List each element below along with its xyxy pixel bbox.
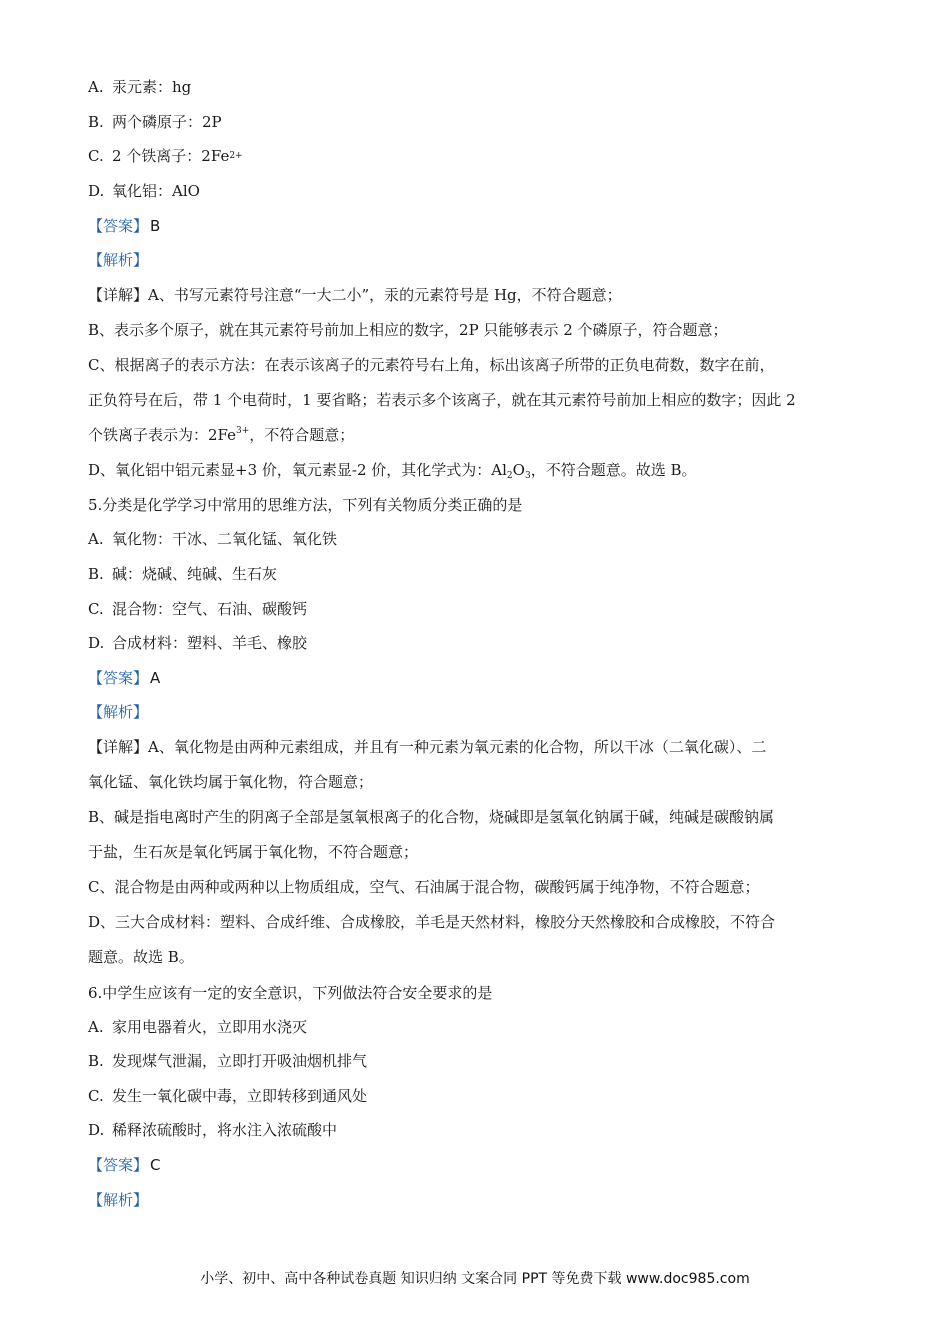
option-key: C. bbox=[88, 147, 104, 166]
option-text: 两个磷原子：2P bbox=[112, 112, 222, 131]
answer-tag: 【答案】 bbox=[88, 216, 149, 235]
q4-detail-a bbox=[88, 278, 868, 313]
q4-detail-c3 bbox=[88, 418, 868, 453]
q4-detail bbox=[88, 278, 868, 488]
subscript: 3 bbox=[524, 470, 531, 481]
q5-detail-b1: B、碱是指电离时产生的阴离子全部是氢氧根离子的化合物，烧碱即是氢氧化钠属于碱，纯碱是碳酸钠属 bbox=[88, 807, 775, 826]
q6-question: 6.中学生应该有一定的安全意识，下列做法符合安全要求的是 bbox=[88, 983, 493, 1002]
answer-value: C bbox=[150, 1155, 161, 1174]
option-text: 合成材料：塑料、羊毛、橡胶 bbox=[112, 634, 308, 653]
detail-text: 个铁离子表示为：2Fe bbox=[88, 425, 237, 444]
q4-detail-c1: C、根据离子的表示方法：在表示该离子的元素符号右上角，标出该离子所带的正负电荷数，数字在前， bbox=[88, 355, 775, 374]
option-key: D. bbox=[88, 182, 105, 201]
q4-analysis-tag bbox=[88, 243, 868, 278]
ion-charge: 3+ bbox=[236, 425, 250, 436]
q4-option-c: C. 2 个铁离子：2Fe 2+ bbox=[88, 147, 243, 166]
option-text: 氧化铝：AlO bbox=[112, 182, 200, 201]
subscript: 2 bbox=[506, 470, 513, 481]
q5-detail-b2: 于盐，生石灰是氧化钙属于氧化物，不符合题意； bbox=[88, 842, 419, 861]
option-text: 氧化物：干冰、二氧化锰、氧化铁 bbox=[112, 530, 338, 549]
q5-detail-a2: 氧化锰、氧化铁均属于氧化物，符合题意； bbox=[88, 772, 374, 791]
q6-option-b bbox=[88, 1044, 868, 1079]
option-text: 碱：烧碱、纯碱、生石灰 bbox=[112, 565, 278, 584]
document-page bbox=[88, 70, 868, 1217]
option-key: B. bbox=[88, 112, 104, 131]
answer-tag: 【答案】 bbox=[88, 1155, 149, 1174]
q6-option-a bbox=[88, 1009, 868, 1044]
detail-text: ，不符合题意。故选 B。 bbox=[530, 460, 697, 479]
detail-text: A、书写元素符号注意“一大二小”，汞的元素符号是 Hg，不符合题意； bbox=[148, 285, 622, 304]
q6-option-c bbox=[88, 1079, 868, 1114]
option-key: C. bbox=[88, 1086, 104, 1105]
analysis-tag: 【解析】 bbox=[88, 703, 149, 722]
option-key: D. bbox=[88, 1121, 105, 1140]
option-text: 2 个铁离子：2Fe bbox=[112, 147, 230, 166]
q5-detail-c: C、混合物是由两种或两种以上物质组成，空气、石油属于混合物，碳酸钙属于纯净物，不符合题意； bbox=[88, 877, 760, 896]
q5-option-a bbox=[88, 522, 868, 557]
q5-analysis-tag bbox=[88, 695, 868, 730]
q6-analysis-tag bbox=[88, 1182, 868, 1217]
analysis-tag: 【解析】 bbox=[88, 251, 149, 270]
q6-answer bbox=[88, 1148, 868, 1183]
q5-option-c bbox=[88, 591, 868, 626]
q4-detail-c2: 正负符号在后，带 1 个电荷时，1 要省略；若表示多个该离子，就在其元素符号前加上相应的数字；因此 2 bbox=[88, 390, 796, 409]
option-text: 稀释浓硫酸时，将水注入浓硫酸中 bbox=[112, 1121, 338, 1140]
q4-option-a bbox=[88, 70, 868, 105]
option-text: 混合物：空气、石油、碳酸钙 bbox=[112, 599, 308, 618]
answer-value: B bbox=[150, 216, 161, 235]
q5-question: 5.分类是化学学习中常用的思维方法，下列有关物质分类正确的是 bbox=[88, 496, 523, 515]
option-key: A. bbox=[88, 530, 104, 549]
answer-value: A bbox=[150, 668, 161, 687]
detail-tag: 【详解】 bbox=[88, 737, 149, 756]
q4-option-d bbox=[88, 174, 868, 209]
q5-option-b bbox=[88, 557, 868, 592]
q5-detail bbox=[88, 730, 868, 975]
detail-text: D、氧化铝中铝元素显+3 价，氧元素显-2 价，其化学式为：Al bbox=[88, 460, 507, 479]
analysis-tag: 【解析】 bbox=[88, 1190, 149, 1209]
option-key: C. bbox=[88, 599, 104, 618]
option-text: 发生一氧化碳中毒，立即转移到通风处 bbox=[112, 1086, 368, 1105]
q5-option-d bbox=[88, 626, 868, 661]
q4-answer bbox=[88, 208, 868, 243]
q5-detail-d2: 题意。故选 B。 bbox=[88, 947, 194, 966]
detail-tag: 【详解】 bbox=[88, 285, 149, 304]
option-text: 家用电器着火，立即用水浇灭 bbox=[112, 1017, 308, 1036]
q5-detail-a1 bbox=[88, 730, 868, 765]
q4-detail-d bbox=[88, 453, 868, 488]
q5-answer bbox=[88, 661, 868, 696]
detail-text: O bbox=[512, 460, 525, 479]
option-key: A. bbox=[88, 1017, 104, 1036]
option-key: D. bbox=[88, 634, 105, 653]
q6-option-d bbox=[88, 1113, 868, 1148]
option-key: B. bbox=[88, 565, 104, 584]
q4-detail-b: B、表示多个原子，就在其元素符号前加上相应的数字，2P 只能够表示 2 个磷原子，符合题意； bbox=[88, 320, 728, 339]
option-key: A. bbox=[88, 78, 104, 97]
q5-detail-d1: D、三大合成材料：塑料、合成纤维、合成橡胶，羊毛是天然材料，橡胶分天然橡胶和合成橡胶，不符合 bbox=[88, 912, 776, 931]
option-text: 汞元素：hg bbox=[112, 78, 192, 97]
q4-option-b bbox=[88, 105, 868, 140]
answer-tag: 【答案】 bbox=[88, 668, 149, 687]
option-text: 发现煤气泄漏，立即打开吸油烟机排气 bbox=[112, 1052, 368, 1071]
detail-text: A、氧化物是由两种元素组成，并且有一种元素为氧元素的化合物，所以干冰（二氧化碳）、二 bbox=[148, 737, 767, 756]
page-footer: 小学、初中、高中各种试卷真题 知识归纳 文案合同 PPT 等免费下载 www.doc985.com bbox=[200, 1271, 750, 1287]
option-key: B. bbox=[88, 1052, 104, 1071]
detail-text: ，不符合题意； bbox=[249, 425, 355, 444]
